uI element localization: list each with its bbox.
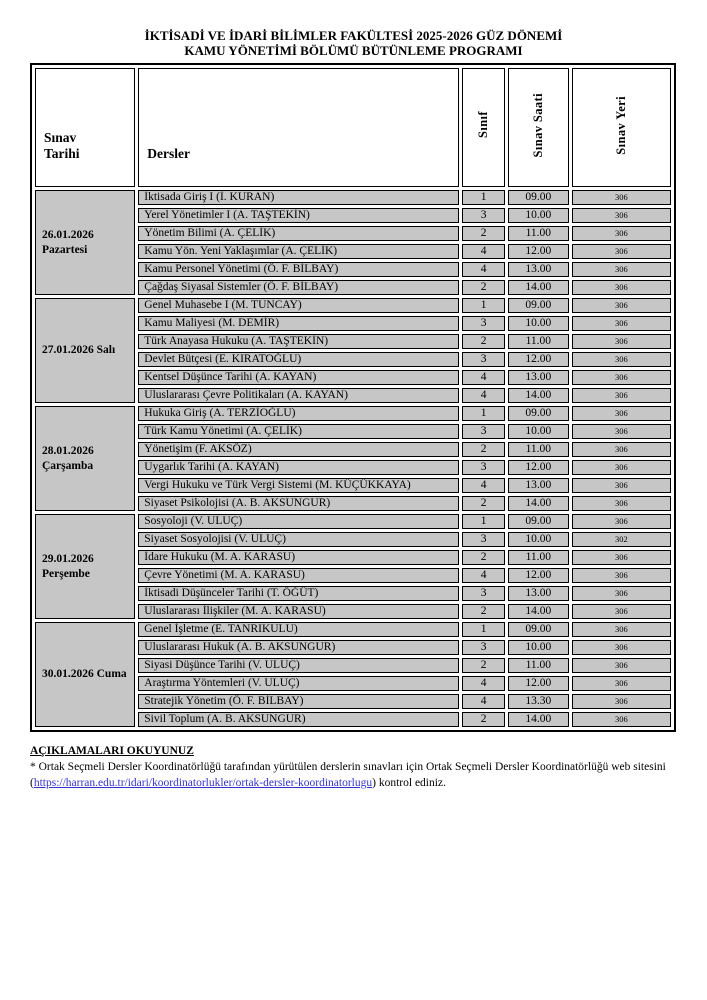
class-cell: 3 (462, 352, 505, 367)
exam-time-cell: 10.00 (508, 316, 569, 331)
exam-time-cell: 14.00 (508, 496, 569, 511)
class-cell: 1 (462, 406, 505, 421)
course-cell: Türk Anayasa Hukuku (A. TAŞTEKİN) (138, 334, 459, 349)
exam-location-cell: 306 (572, 424, 671, 439)
exam-location-cell: 306 (572, 352, 671, 367)
class-cell: 1 (462, 514, 505, 529)
coordinator-website-link[interactable]: https://harran.edu.tr/idari/koordinatorlukler/ortak-dersler-koordinatorlugu (33, 777, 373, 789)
course-cell: Uluslararası Hukuk (A. B. AKSUNGUR) (138, 640, 459, 655)
exam-time-cell: 09.00 (508, 190, 569, 205)
course-cell: Yönetişim (F. AKSÖZ) (138, 442, 459, 457)
exam-location-cell: 306 (572, 388, 671, 403)
class-cell: 2 (462, 658, 505, 673)
footer-note-prefix: * Ortak Seçmeli Dersler Koordinatörlüğü tarafından yürütülen derslerin sınavları için Ortak Seçmeli Dersler Koordinatörlüğü web sitesini (30, 761, 666, 773)
class-cell: 4 (462, 676, 505, 691)
exam-location-cell: 306 (572, 280, 671, 295)
course-cell: Siyaset Sosyolojisi (V. ULUÇ) (138, 532, 459, 547)
exam-location-cell: 306 (572, 676, 671, 691)
course-cell: Kamu Yön. Yeni Yaklaşımlar (A. ÇELİK) (138, 244, 459, 259)
class-cell: 3 (462, 208, 505, 223)
class-cell: 3 (462, 460, 505, 475)
course-cell: Vergi Hukuku ve Türk Vergi Sistemi (M. KÜÇÜKKAYA) (138, 478, 459, 493)
footer-close-paren: ) (372, 777, 376, 789)
class-cell: 4 (462, 244, 505, 259)
class-cell: 4 (462, 262, 505, 277)
schedule-row (35, 298, 671, 313)
class-cell: 2 (462, 712, 505, 727)
class-cell: 3 (462, 586, 505, 601)
exam-location-cell: 306 (572, 514, 671, 529)
class-cell: 4 (462, 388, 505, 403)
course-cell: Çevre Yönetimi (M. A. KARASU) (138, 568, 459, 583)
exam-time-cell: 11.00 (508, 442, 569, 457)
footer-note (30, 759, 676, 791)
exam-location-cell: 306 (572, 496, 671, 511)
class-cell: 1 (462, 622, 505, 637)
exam-location-cell: 306 (572, 460, 671, 475)
class-cell: 2 (462, 334, 505, 349)
course-cell: Yerel Yönetimler I (A. TAŞTEKİN) (138, 208, 459, 223)
course-cell: Araştırma Yöntemleri (V. ULUÇ) (138, 676, 459, 691)
exam-time-cell: 11.00 (508, 334, 569, 349)
exam-time-cell: 12.00 (508, 568, 569, 583)
class-cell: 3 (462, 640, 505, 655)
class-cell: 4 (462, 568, 505, 583)
exam-time-cell: 12.00 (508, 460, 569, 475)
exam-date-line: 27.01.2026 Salı (42, 344, 116, 356)
class-cell: 3 (462, 316, 505, 331)
footer-open-paren: ( (30, 777, 34, 789)
exam-date-line: 29.01.2026 (42, 552, 94, 565)
class-cell: 2 (462, 442, 505, 457)
course-cell: Genel Muhasebe I (M. TUNCAY) (138, 298, 459, 313)
title-line-1: İKTİSADİ VE İDARİ BİLİMLER FAKÜLTESİ 2025-2026 GÜZ DÖNEMİ (144, 28, 563, 43)
course-cell: Uluslararası İlişkiler (M. A. KARASU) (138, 604, 459, 619)
exam-time-cell: 10.00 (508, 532, 569, 547)
footer-notes (30, 745, 676, 791)
exam-location-cell: 306 (572, 316, 671, 331)
column-header-class-label: Sınıf (476, 111, 491, 139)
exam-location-cell: 306 (572, 640, 671, 655)
exam-date-cell (35, 190, 135, 295)
exam-date-line: Pazartesi (42, 243, 88, 256)
class-cell: 4 (462, 478, 505, 493)
class-cell: 2 (462, 226, 505, 241)
course-cell: Kamu Maliyesi (M. DEMİR) (138, 316, 459, 331)
column-header-exam-location (572, 68, 671, 187)
course-cell: Kamu Personel Yönetimi (Ö. F. BİLBAY) (138, 262, 459, 277)
class-cell: 4 (462, 370, 505, 385)
column-header-exam-time-label: Sınav Saati (530, 92, 545, 158)
footer-note-suffix: kontrol ediniz. (375, 777, 446, 789)
exam-location-cell: 306 (572, 406, 671, 421)
exam-time-cell: 11.00 (508, 550, 569, 565)
course-cell: Uygarlık Tarihi (A. KAYAN) (138, 460, 459, 475)
schedule-body (35, 190, 671, 727)
exam-time-cell: 12.00 (508, 244, 569, 259)
exam-time-cell: 12.00 (508, 352, 569, 367)
course-cell: Genel İşletme (E. TANRIKULU) (138, 622, 459, 637)
title-line-2: KAMU YÖNETİMİ BÖLÜMÜ BÜTÜNLEME PROGRAMI (184, 43, 523, 58)
exam-schedule-table (30, 63, 676, 732)
exam-location-cell: 306 (572, 712, 671, 727)
column-header-exam-time (508, 68, 569, 187)
course-cell: Kentsel Düşünce Tarihi (A. KAYAN) (138, 370, 459, 385)
course-cell: Türk Kamu Yönetimi (A. ÇELİK) (138, 424, 459, 439)
course-cell: Sosyoloji (V. ULUÇ) (138, 514, 459, 529)
exam-location-cell: 306 (572, 586, 671, 601)
exam-location-cell: 302 (572, 532, 671, 547)
header-row (35, 68, 671, 187)
exam-time-cell: 09.00 (508, 406, 569, 421)
exam-location-cell: 306 (572, 658, 671, 673)
course-cell: Hukuka Giriş (A. TERZİOĞLU) (138, 406, 459, 421)
class-cell: 2 (462, 496, 505, 511)
exam-time-cell: 14.00 (508, 604, 569, 619)
class-cell: 2 (462, 550, 505, 565)
column-header-exam-location-label: Sınav Yeri (613, 95, 628, 155)
class-cell: 4 (462, 694, 505, 709)
column-header-exam-date (35, 68, 135, 187)
exam-date-cell (35, 406, 135, 511)
exam-location-cell: 306 (572, 622, 671, 637)
exam-time-cell: 13.00 (508, 370, 569, 385)
exam-location-cell: 306 (572, 550, 671, 565)
course-cell: Devlet Bütçesi (E. KIRATOĞLU) (138, 352, 459, 367)
exam-time-cell: 13.00 (508, 586, 569, 601)
exam-location-cell: 306 (572, 298, 671, 313)
course-cell: Çağdaş Siyasal Sistemler (Ö. F. BİLBAY) (138, 280, 459, 295)
exam-time-cell: 11.00 (508, 658, 569, 673)
course-cell: Yönetim Bilimi (A. ÇELİK) (138, 226, 459, 241)
exam-time-cell: 13.30 (508, 694, 569, 709)
schedule-row (35, 622, 671, 637)
exam-location-cell: 306 (572, 334, 671, 349)
course-cell: Siyasi Düşünce Tarihi (V. ULUÇ) (138, 658, 459, 673)
course-cell: Siyaset Psikolojisi (A. B. AKSUNGUR) (138, 496, 459, 511)
exam-date-cell (35, 622, 135, 727)
exam-time-cell: 14.00 (508, 280, 569, 295)
footer-link-group (30, 777, 376, 789)
exam-time-cell: 10.00 (508, 208, 569, 223)
class-cell: 1 (462, 190, 505, 205)
course-cell: İktisadi Düşünceler Tarihi (T. ÖĞÜT) (138, 586, 459, 601)
exam-location-cell: 306 (572, 262, 671, 277)
schedule-row (35, 514, 671, 529)
exam-location-cell: 306 (572, 442, 671, 457)
column-header-courses (138, 68, 459, 187)
exam-date-line: Çarşamba (42, 459, 94, 472)
exam-time-cell: 11.00 (508, 226, 569, 241)
exam-time-cell: 14.00 (508, 388, 569, 403)
exam-time-cell: 09.00 (508, 514, 569, 529)
exam-time-cell: 12.00 (508, 676, 569, 691)
footer-heading: AÇIKLAMALARI OKUYUNUZ (30, 745, 194, 757)
exam-location-cell: 306 (572, 694, 671, 709)
schedule-row (35, 406, 671, 421)
exam-date-line: 30.01.2026 Cuma (42, 668, 127, 680)
class-cell: 3 (462, 532, 505, 547)
class-cell: 1 (462, 298, 505, 313)
exam-location-cell: 306 (572, 370, 671, 385)
course-cell: Stratejik Yönetim (Ö. F. BİLBAY) (138, 694, 459, 709)
course-cell: İdare Hukuku (M. A. KARASU) (138, 550, 459, 565)
exam-location-cell: 306 (572, 244, 671, 259)
exam-time-cell: 09.00 (508, 622, 569, 637)
schedule-row (35, 190, 671, 205)
exam-time-cell: 10.00 (508, 424, 569, 439)
exam-time-cell: 09.00 (508, 298, 569, 313)
exam-date-line: 26.01.2026 (42, 228, 94, 241)
course-cell: Sivil Toplum (A. B. AKSUNGUR) (138, 712, 459, 727)
exam-time-cell: 14.00 (508, 712, 569, 727)
exam-location-cell: 306 (572, 604, 671, 619)
exam-location-cell: 306 (572, 208, 671, 223)
column-header-exam-date-label: Sınav Tarihi (44, 130, 80, 161)
exam-date-line: 28.01.2026 (42, 444, 94, 457)
document-title (30, 28, 677, 58)
class-cell: 3 (462, 424, 505, 439)
exam-time-cell: 13.00 (508, 478, 569, 493)
exam-time-cell: 13.00 (508, 262, 569, 277)
exam-location-cell: 306 (572, 190, 671, 205)
course-cell: İktisada Giriş I (İ. KURAN) (138, 190, 459, 205)
exam-time-cell: 10.00 (508, 640, 569, 655)
exam-date-cell (35, 514, 135, 619)
class-cell: 2 (462, 280, 505, 295)
course-cell: Uluslararası Çevre Politikaları (A. KAYAN) (138, 388, 459, 403)
exam-date-line: Perşembe (42, 567, 90, 580)
column-header-class (462, 68, 505, 187)
exam-date-cell (35, 298, 135, 403)
exam-location-cell: 306 (572, 226, 671, 241)
exam-location-cell: 306 (572, 478, 671, 493)
exam-location-cell: 306 (572, 568, 671, 583)
class-cell: 2 (462, 604, 505, 619)
column-header-courses-label: Dersler (147, 146, 191, 161)
